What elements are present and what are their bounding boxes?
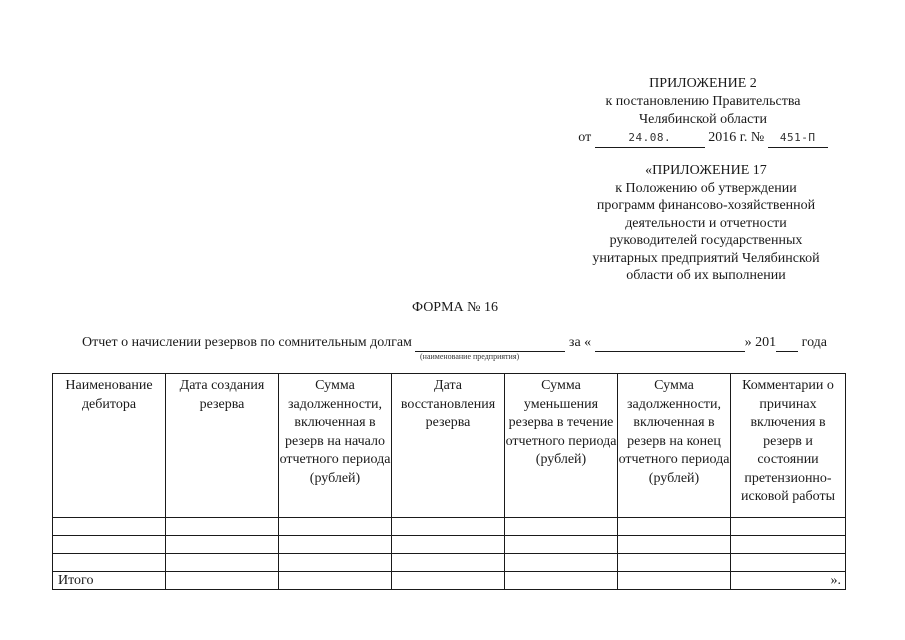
appendix-17-line: унитарных предприятий Челябинской (592, 250, 820, 266)
year-blank (776, 335, 798, 352)
header-debt-start-period: Сумма задолженности, включенная в резерв на начало отчетного периода (рублей) (279, 374, 392, 518)
appendix-17-line: к Положению об утверждении (615, 180, 797, 196)
table-cell (618, 572, 731, 590)
year-suffix: года (801, 335, 827, 350)
appendix-17-line: деятельности и отчетности (625, 215, 787, 231)
table-row (53, 554, 846, 572)
table-cell (166, 572, 279, 590)
header-reserve-restoration-date: Дата восстановления резерва (392, 374, 505, 518)
appendix-17-line: руководителей государственных (609, 233, 803, 248)
order-date-line (568, 129, 838, 148)
table-cell (392, 554, 505, 572)
header-reserve-decrease: Сумма уменьшения резерва в течение отчетного периода (рублей) (505, 374, 618, 518)
from-label: от (578, 130, 592, 145)
report-prefix: Отчет о начислении резервов по сомнительным долгам (82, 335, 412, 350)
appendix-2-line-1: к постановлению Правительства (605, 94, 801, 109)
table-row (53, 518, 846, 536)
closing-quote-mark: ». (731, 572, 846, 590)
appendix-2-header (568, 75, 838, 148)
table-cell (166, 518, 279, 536)
table-cell (53, 518, 166, 536)
period-blank (595, 335, 745, 352)
table-cell (53, 536, 166, 554)
table-cell (166, 554, 279, 572)
table-cell (279, 572, 392, 590)
header-comments: Комментарии о причинах включения в резерв и состоянии претензионно-исковой работы (731, 374, 846, 518)
table-cell (731, 536, 846, 554)
year-prefix: » 201 (744, 335, 777, 350)
table-row (53, 536, 846, 554)
header-debt-end-period: Сумма задолженности, включенная в резерв на конец отчетного периода (рублей) (618, 374, 731, 518)
total-label: Итого (53, 572, 166, 590)
appendix-17-title: «ПРИЛОЖЕНИЕ 17 (645, 163, 767, 178)
table-cell (731, 554, 846, 572)
table-cell (505, 572, 618, 590)
enterprise-name-blank (415, 335, 565, 352)
table-cell (618, 518, 731, 536)
table-cell (618, 536, 731, 554)
table-cell (392, 536, 505, 554)
enterprise-name-caption: (наименование предприятия) (420, 352, 520, 361)
appendix-2-title: ПРИЛОЖЕНИЕ 2 (649, 76, 757, 91)
order-year-text: 2016 г. № (708, 130, 765, 145)
appendix-17-line: области об их выполнении (626, 268, 786, 283)
period-for-label: за « (568, 335, 592, 350)
table-cell (279, 536, 392, 554)
table-cell (618, 554, 731, 572)
table-cell (392, 518, 505, 536)
table-cell (731, 518, 846, 536)
header-reserve-creation-date: Дата создания резерва (166, 374, 279, 518)
table-cell (392, 572, 505, 590)
table-cell (166, 536, 279, 554)
header-debtor-name: Наименование дебитора (53, 374, 166, 518)
table-cell (505, 554, 618, 572)
order-number: 451-П (768, 129, 828, 148)
report-title-line (82, 335, 827, 352)
table-cell (505, 518, 618, 536)
table-cell (279, 518, 392, 536)
appendix-2-line-2: Челябинской области (639, 112, 767, 127)
table-cell (279, 554, 392, 572)
reserves-table (52, 373, 846, 590)
appendix-17-header (568, 162, 844, 285)
table-cell (53, 554, 166, 572)
total-row (53, 572, 846, 590)
order-date: 24.08. (595, 129, 705, 148)
form-title: ФОРМА № 16 (411, 300, 499, 315)
table-cell (505, 536, 618, 554)
table-header-row (53, 374, 846, 518)
appendix-17-line: программ финансово-хозяйственной (596, 198, 816, 213)
